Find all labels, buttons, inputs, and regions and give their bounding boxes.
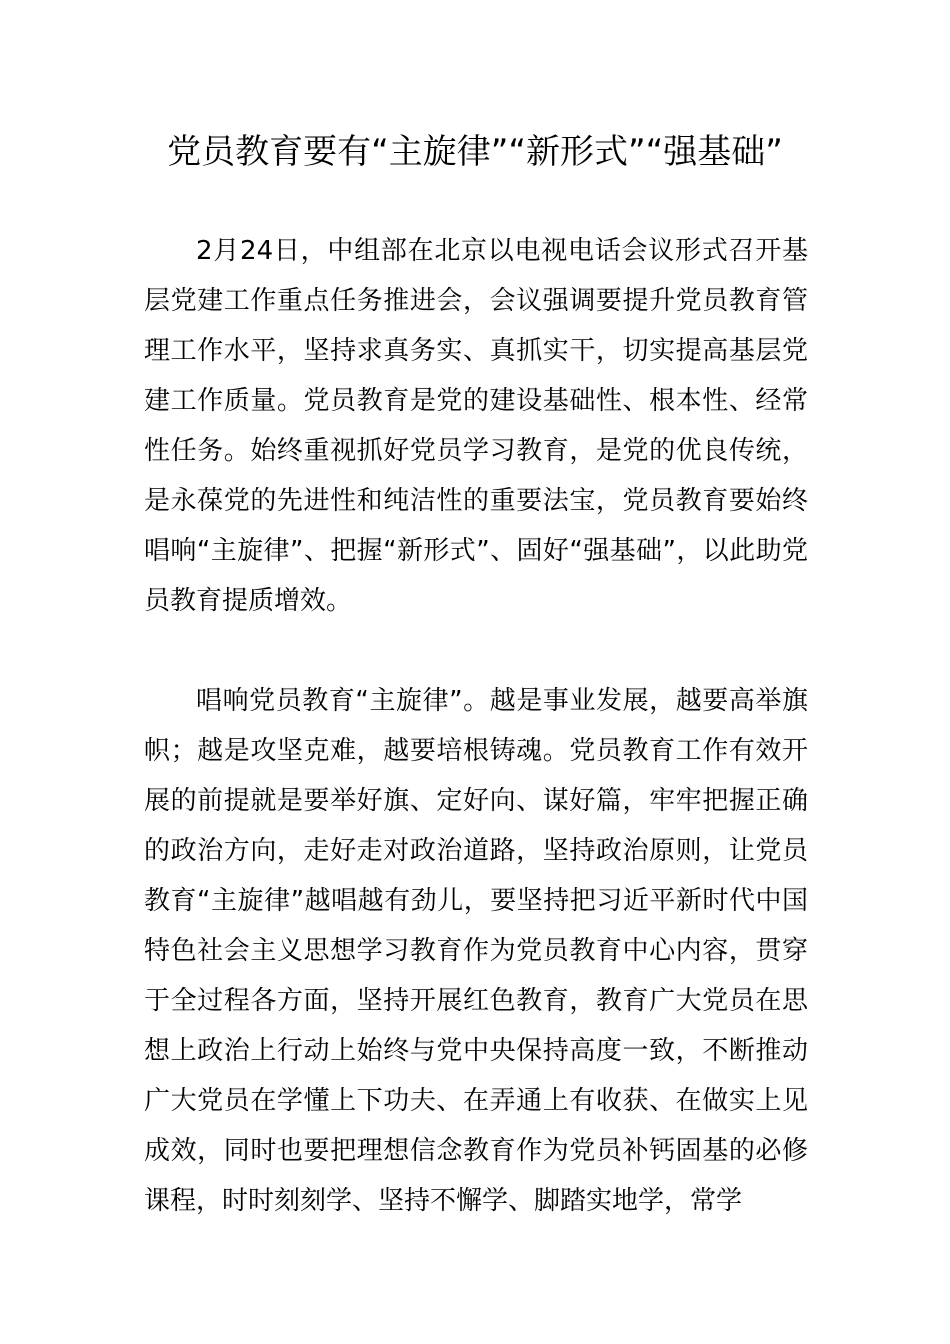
paragraph-spacer xyxy=(144,626,808,676)
paragraph-intro: 2月24日，中组部在北京以电视电话会议形式召开基层党建工作重点任务推进会，会议强调要提升党员教育管理工作水平，坚持求真务实、真抓实干，切实提高基层党建工作质量。党员教育是党的建设基础性、根本性、经常性任务。始终重视抓好党员学习教育，是党的优良传统，是永葆党的先进性和纯洁性的重要法宝，党员教育要始终唱响“主旋律”、把握“新形式”、固好“强基础”，以此助党员教育提质增效。 xyxy=(144,236,808,616)
paragraph-main-theme: 唱响党员教育“主旋律”。越是事业发展，越要高举旗帜；越是攻坚克难，越要培根铸魂。党员教育工作有效开展的前提就是要举好旗、定好向、谋好篇，牢牢把握正确的政治方向，走好走对政治道路，坚持政治原则，让党员教育“主旋律”越唱越有劲儿，要坚持把习近平新时代中国特色社会主义思想学习教育作为党员教育中心内容，贯穿于全过程各方面，坚持开展红色教育，教育广大党员在思想上政治上行动上始终与党中央保持高度一致，不断推动广大党员在学懂上下功夫、在弄通上有收获、在做实上见成效，同时也要把理想信念教育作为党员补钙固基的必修课程，时时刻刻学、坚持不懈学、脚踏实地学，常学 xyxy=(144,686,808,1216)
document-body xyxy=(144,226,808,1226)
document-title: 党员教育要有“主旋律”“新形式”“强基础” xyxy=(167,132,783,172)
